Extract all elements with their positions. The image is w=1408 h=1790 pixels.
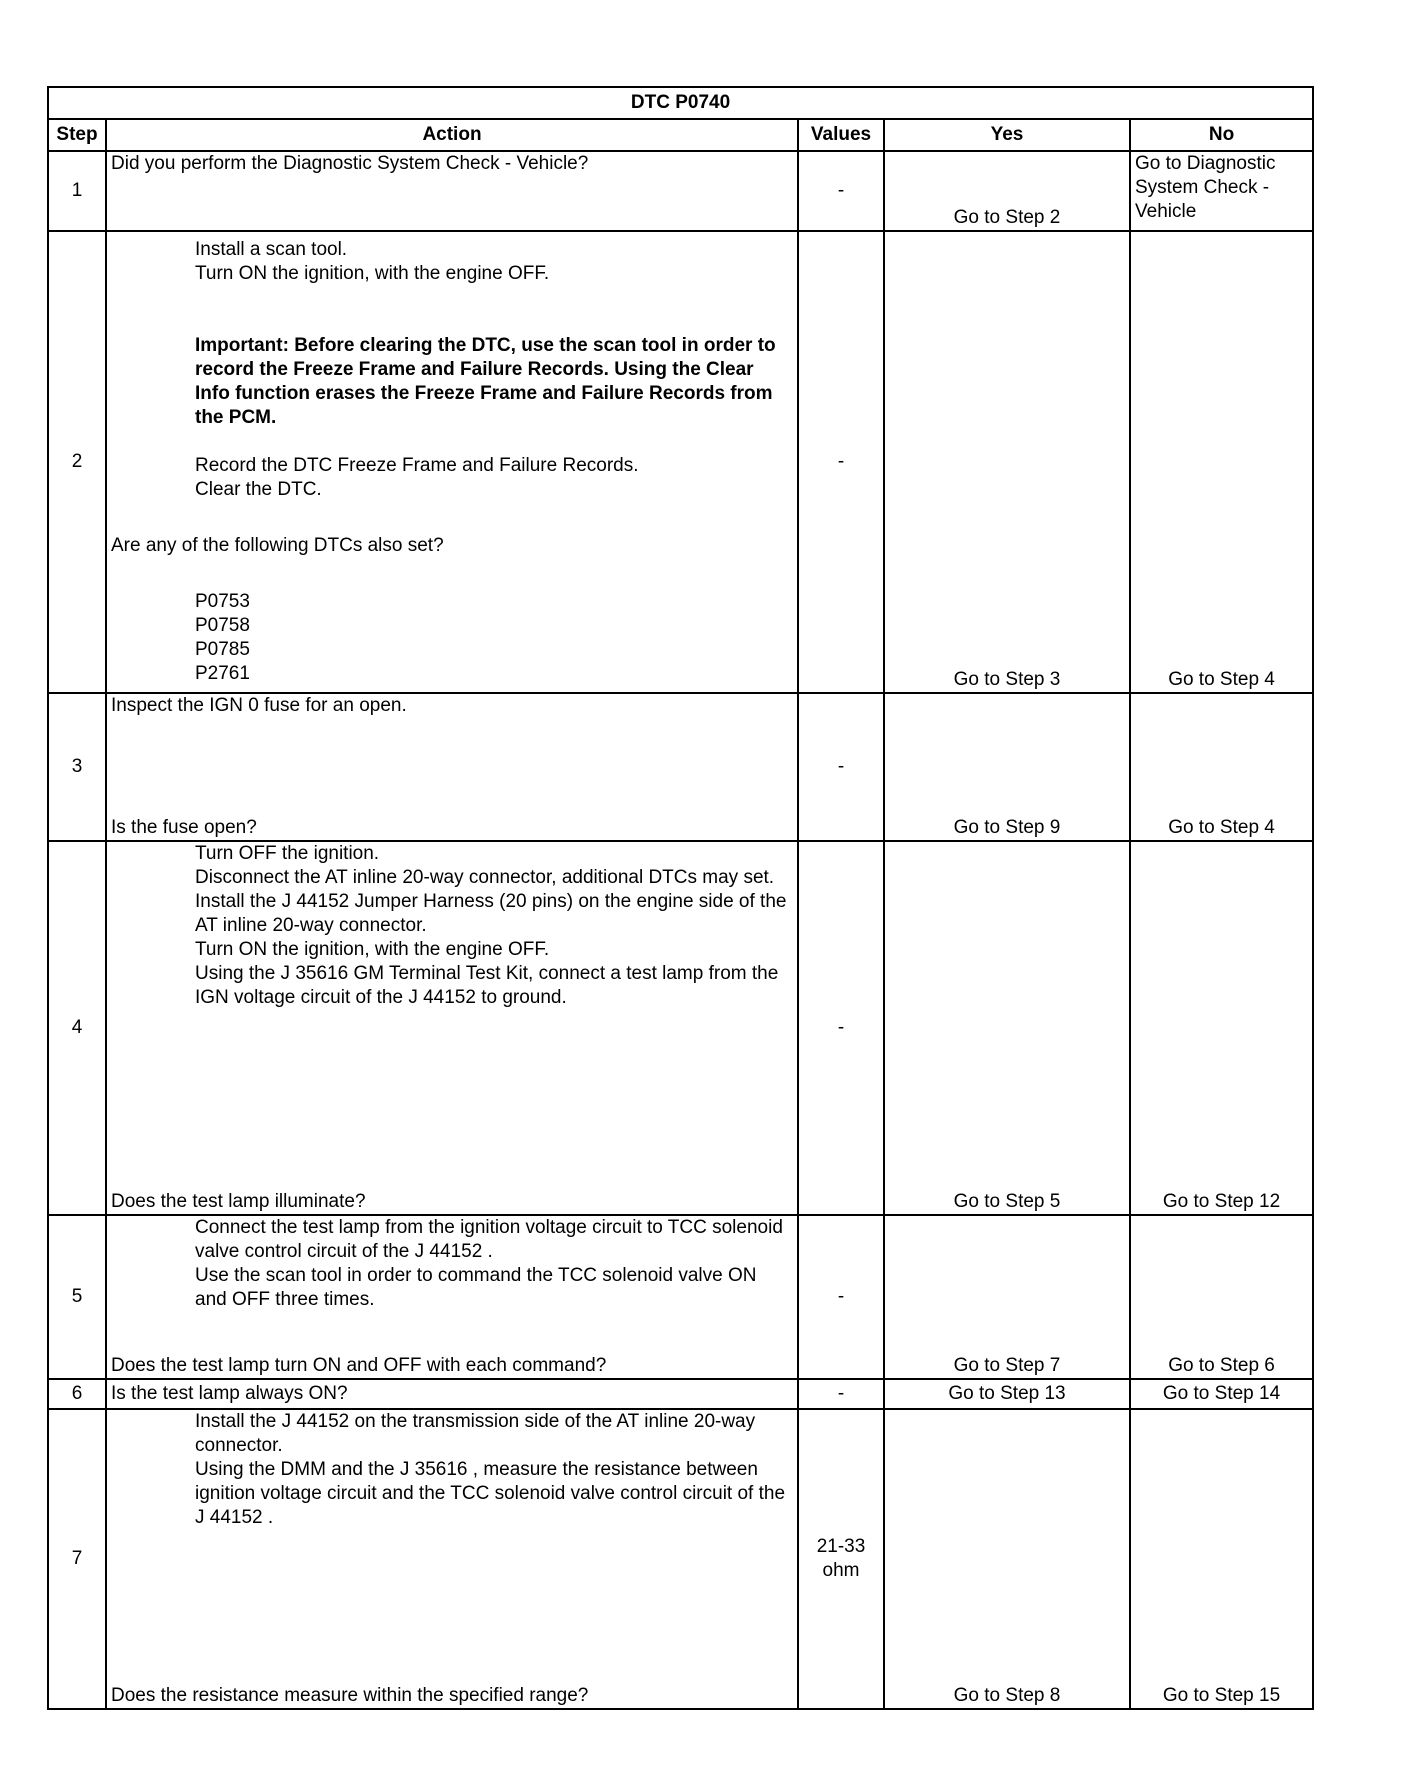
instruction-line: Using the DMM and the J 35616 , measure the resistance between ignition voltage circuit and the TCC solenoid valve control circuit of the J 44152 . bbox=[195, 1459, 786, 1528]
table-row bbox=[48, 231, 1313, 693]
action-cell bbox=[106, 693, 798, 841]
action-cell bbox=[106, 841, 798, 1215]
action-cell bbox=[106, 151, 798, 231]
table-row bbox=[48, 1215, 1313, 1379]
header-values: Values bbox=[798, 119, 884, 151]
instruction-line: Install a scan tool. bbox=[195, 239, 348, 260]
instruction-line: Turn OFF the ignition. bbox=[195, 843, 380, 864]
no-cell: Go to Step 6 bbox=[1130, 1215, 1313, 1379]
no-cell: Go to Step 4 bbox=[1130, 693, 1313, 841]
no-cell: Go to Step 15 bbox=[1130, 1409, 1313, 1709]
value-cell: 21-33 ohm bbox=[798, 1409, 884, 1709]
instruction-line: Clear the DTC. bbox=[195, 479, 322, 500]
table-row bbox=[48, 151, 1313, 231]
question-text: Is the fuse open? bbox=[111, 817, 257, 838]
header-no: No bbox=[1130, 119, 1313, 151]
yes-cell: Go to Step 3 bbox=[884, 231, 1130, 693]
action-cell bbox=[106, 1379, 798, 1409]
no-cell: Go to Step 14 bbox=[1130, 1379, 1313, 1409]
instruction-line: Turn ON the ignition, with the engine OFF. bbox=[195, 939, 550, 960]
yes-cell: Go to Step 5 bbox=[884, 841, 1130, 1215]
header-yes: Yes bbox=[884, 119, 1130, 151]
table-row bbox=[48, 693, 1313, 841]
value-cell: - bbox=[798, 693, 884, 841]
instruction-line: Connect the test lamp from the ignition voltage circuit to TCC solenoid valve control circuit of the J 44152 . bbox=[195, 1217, 783, 1262]
yes-cell: Go to Step 8 bbox=[884, 1409, 1130, 1709]
value-cell: - bbox=[798, 1379, 884, 1409]
value-cell: - bbox=[798, 1215, 884, 1379]
yes-cell: Go to Step 13 bbox=[884, 1379, 1130, 1409]
yes-cell: Go to Step 7 bbox=[884, 1215, 1130, 1379]
question-text: Does the test lamp turn ON and OFF with each command? bbox=[111, 1355, 607, 1376]
question-text: Does the test lamp illuminate? bbox=[111, 1191, 366, 1212]
question-text: Is the test lamp always ON? bbox=[111, 1383, 348, 1404]
dtc-code: P0753 bbox=[195, 591, 250, 612]
step-number: 7 bbox=[48, 1409, 106, 1709]
no-cell: Go to Step 4 bbox=[1130, 231, 1313, 693]
table-row bbox=[48, 1409, 1313, 1709]
action-cell bbox=[106, 1215, 798, 1379]
dtc-table bbox=[47, 86, 1314, 1710]
yes-cell: Go to Step 9 bbox=[884, 693, 1130, 841]
step-number: 2 bbox=[48, 231, 106, 693]
important-note: Important: Before clearing the DTC, use the scan tool in order to record the Freeze Frame and Failure Records. Using the Clear Info function erases the Freeze Frame and Failure Records from the PCM. bbox=[195, 335, 776, 428]
dtc-code: P2761 bbox=[195, 663, 250, 684]
table-title: DTC P0740 bbox=[48, 87, 1313, 119]
lead-text: Inspect the IGN 0 fuse for an open. bbox=[111, 695, 407, 716]
action-cell bbox=[106, 1409, 798, 1709]
instruction-line: Using the J 35616 GM Terminal Test Kit, connect a test lamp from the IGN voltage circuit of the J 44152 to ground. bbox=[195, 963, 779, 1008]
instruction-line: Disconnect the AT inline 20-way connector, additional DTCs may set. bbox=[195, 867, 775, 888]
value-cell: - bbox=[798, 151, 884, 231]
step-number: 3 bbox=[48, 693, 106, 841]
no-cell: Go to Step 12 bbox=[1130, 841, 1313, 1215]
yes-cell: Go to Step 2 bbox=[884, 151, 1130, 231]
step-number: 1 bbox=[48, 151, 106, 231]
header-step: Step bbox=[48, 119, 106, 151]
dtc-code: P0758 bbox=[195, 615, 250, 636]
no-cell: Go to Diagnostic System Check - Vehicle bbox=[1130, 151, 1313, 231]
value-cell: - bbox=[798, 231, 884, 693]
question-text: Did you perform the Diagnostic System Check - Vehicle? bbox=[111, 153, 589, 174]
instruction-line: Record the DTC Freeze Frame and Failure Records. bbox=[195, 455, 639, 476]
question-text: Are any of the following DTCs also set? bbox=[111, 535, 444, 556]
instruction-line: Install the J 44152 on the transmission side of the AT inline 20-way connector. bbox=[195, 1411, 756, 1456]
step-number: 4 bbox=[48, 841, 106, 1215]
table-row bbox=[48, 841, 1313, 1215]
action-cell bbox=[106, 231, 798, 693]
value-cell: - bbox=[798, 841, 884, 1215]
step-number: 6 bbox=[48, 1379, 106, 1409]
dtc-code: P0785 bbox=[195, 639, 250, 660]
question-text: Does the resistance measure within the specified range? bbox=[111, 1685, 589, 1706]
instruction-line: Turn ON the ignition, with the engine OFF. bbox=[195, 263, 550, 284]
header-action: Action bbox=[106, 119, 798, 151]
step-number: 5 bbox=[48, 1215, 106, 1379]
instruction-line: Use the scan tool in order to command the TCC solenoid valve ON and OFF three times. bbox=[195, 1265, 757, 1310]
table-row bbox=[48, 1379, 1313, 1409]
instruction-line: Install the J 44152 Jumper Harness (20 pins) on the engine side of the AT inline 20-way connector. bbox=[195, 891, 787, 936]
